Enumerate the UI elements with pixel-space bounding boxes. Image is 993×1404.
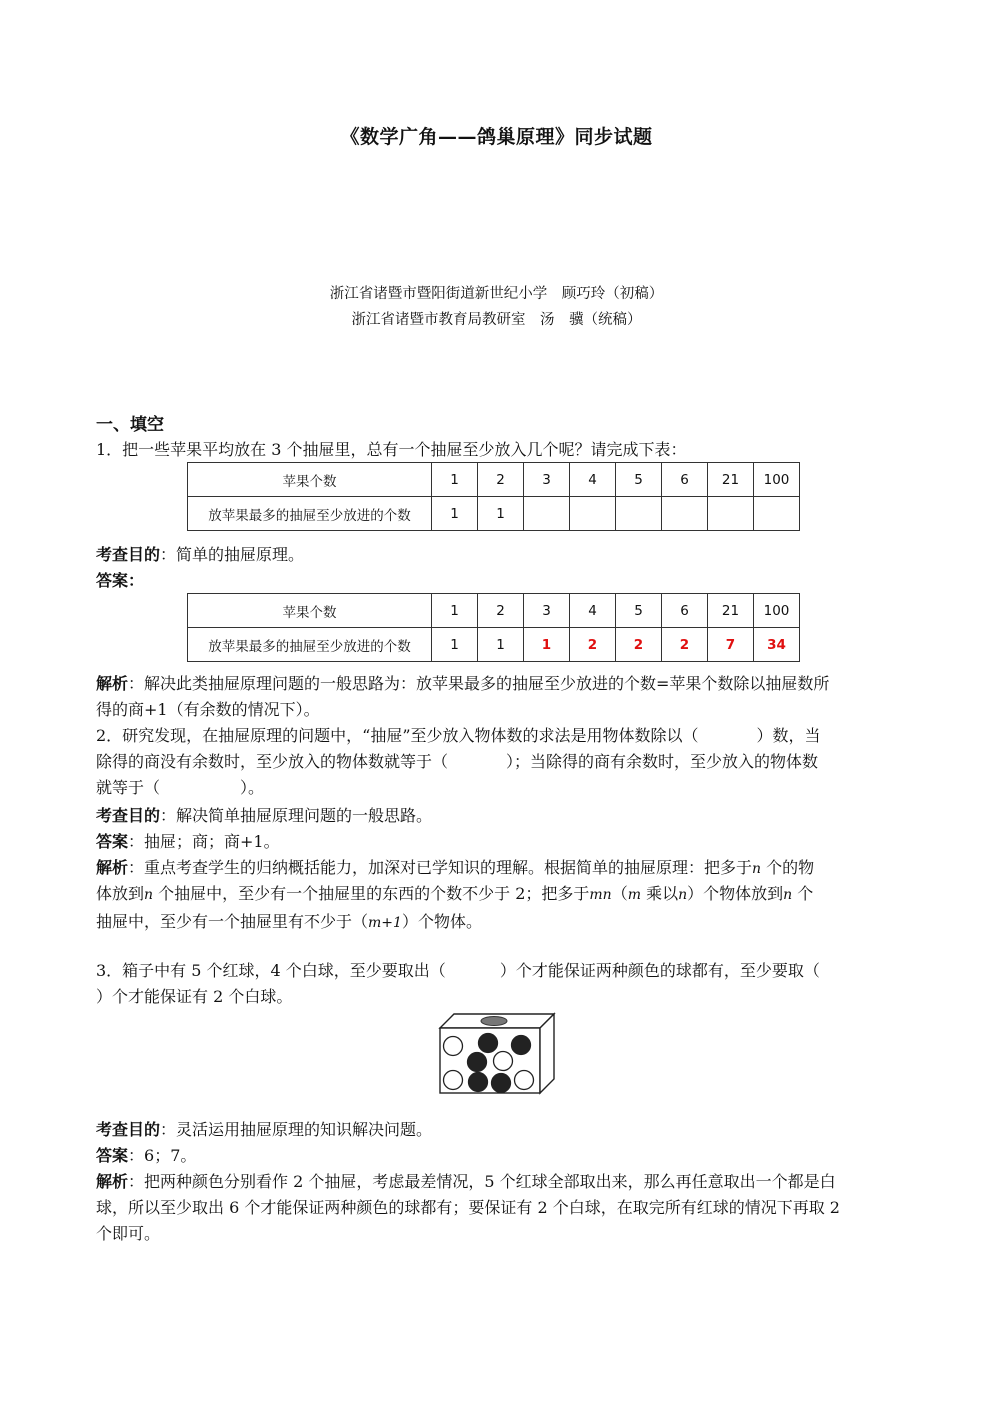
text: ：重点考查学生的归纳概括能力，加深对已学知识的理解。根据简单的抽屉原理：把多于	[128, 858, 753, 877]
math-var: n	[678, 887, 688, 903]
table-cell: 苹果个数	[188, 594, 432, 628]
text: ：6；7。	[128, 1146, 197, 1165]
q2-analysis-line-3	[96, 909, 896, 936]
text: 除得的商没有余数时，至少放入的物体数就等于（	[96, 752, 449, 771]
q2-answer	[96, 829, 896, 855]
text: 个的物	[761, 858, 815, 877]
box-side	[540, 1014, 554, 1093]
table-cell: 1	[478, 497, 524, 531]
table-cell: 2	[478, 463, 524, 497]
label: 考查目的	[96, 806, 161, 825]
label: 考查目的	[96, 545, 161, 564]
question-2-line-1	[96, 723, 896, 749]
table-row	[188, 628, 800, 662]
table-cell: 21	[708, 463, 754, 497]
table-cell: 苹果个数	[188, 463, 432, 497]
q1-answer-label: 答案：	[96, 571, 145, 590]
math-var: m	[627, 887, 641, 903]
text: ）个物体放到	[687, 884, 784, 903]
answer-cell: 2	[616, 628, 662, 662]
black-ball	[468, 1053, 487, 1072]
table-cell: 3	[524, 594, 570, 628]
table-cell: 放苹果最多的抽屉至少放进的个数	[188, 628, 432, 662]
box-opening	[481, 1017, 507, 1026]
text: ：简单的抽屉原理。	[160, 545, 305, 564]
text: ）数，当	[756, 726, 821, 745]
blank-cell[interactable]	[524, 497, 570, 531]
text: 乘以	[641, 884, 679, 903]
answer-cell: 2	[570, 628, 616, 662]
text: 2．研究发现，在抽屉原理的问题中，“抽屉”至少放入物体数的求法是用物体数除以（	[96, 726, 699, 745]
table-cell: 1	[432, 497, 478, 531]
blank-cell[interactable]	[662, 497, 708, 531]
q2-analysis-line-1	[96, 855, 896, 882]
label: 考查目的	[96, 1120, 161, 1139]
text: ）。	[240, 778, 265, 797]
table-cell: 放苹果最多的抽屉至少放进的个数	[188, 497, 432, 531]
table-cell: 6	[662, 594, 708, 628]
black-ball	[469, 1073, 488, 1092]
table-row	[188, 594, 800, 628]
white-ball	[444, 1037, 463, 1056]
q1-analysis-line-1	[96, 671, 896, 697]
q3-analysis-line-3: 个即可。	[96, 1224, 161, 1243]
q1-analysis-line-2: 得的商+1（有余数的情况下）。	[96, 700, 320, 719]
q3-purpose	[96, 1117, 896, 1143]
table-cell: 100	[754, 594, 800, 628]
blank-cell[interactable]	[570, 497, 616, 531]
table-cell: 2	[478, 594, 524, 628]
table-cell: 1	[432, 628, 478, 662]
q3-answer	[96, 1143, 896, 1169]
text: ：抽屉；商；商+1。	[128, 832, 280, 851]
q3-analysis-line-1	[96, 1169, 896, 1195]
label: 答案	[96, 832, 129, 851]
question-table	[187, 462, 800, 531]
math-var: n	[752, 861, 762, 877]
table-row	[188, 497, 800, 531]
q2-analysis-line-2	[96, 881, 896, 908]
text: ：解决简单抽屉原理问题的一般思路。	[160, 806, 433, 825]
answer-cell: 7	[708, 628, 754, 662]
author-line-1: 浙江省诸暨市暨阳街道新世纪小学 顾巧玲（初稿）	[329, 286, 664, 302]
text: ）个物体。	[401, 912, 482, 931]
answer-table	[187, 593, 800, 662]
question-3-line-2: ）个才能保证有 2 个白球。	[96, 987, 293, 1006]
table-cell: 5	[616, 594, 662, 628]
label: 解析	[96, 858, 129, 877]
text: ：灵活运用抽屉原理的知识解决问题。	[160, 1120, 433, 1139]
q1-purpose	[96, 542, 896, 568]
text: 抽屉中，至少有一个抽屉里有不少于（	[96, 912, 369, 931]
math-var: n	[144, 887, 154, 903]
question-3-line-1	[96, 958, 896, 984]
white-ball	[515, 1071, 534, 1090]
math-var: n	[783, 887, 793, 903]
section-heading: 一、填空	[96, 415, 164, 435]
black-ball	[479, 1034, 498, 1053]
blank-cell[interactable]	[616, 497, 662, 531]
question-1: 1．把一些苹果平均放在 3 个抽屉里，总有一个抽屉至少放入几个呢？请完成下表：	[96, 440, 687, 459]
text: 个抽屉中，至少有一个抽屉里的东西的个数不少于 2；把多于	[153, 884, 590, 903]
table-cell: 3	[524, 463, 570, 497]
table-cell: 1	[432, 463, 478, 497]
text: ：把两种颜色分别看作 2 个抽屉，考虑最差情况，5 个红球全部取出来，那么再任意取出一个都是白	[128, 1172, 836, 1191]
black-ball	[492, 1074, 511, 1093]
table-cell: 6	[662, 463, 708, 497]
table-cell: 5	[616, 463, 662, 497]
blank-cell[interactable]	[754, 497, 800, 531]
label: 答案	[96, 1146, 129, 1165]
table-cell: 21	[708, 594, 754, 628]
text: 3．箱子中有 5 个红球，4 个白球，至少要取出（	[96, 961, 446, 980]
answer-cell: 2	[662, 628, 708, 662]
text: 个	[792, 884, 814, 903]
black-ball	[512, 1036, 531, 1055]
label: 解析	[96, 674, 129, 693]
text: ）；当除得的商有余数时，至少放入的物体数	[506, 752, 819, 771]
text: 体放到	[96, 884, 145, 903]
table-cell: 100	[754, 463, 800, 497]
math-var: m+1	[368, 915, 402, 931]
ball-box-illustration	[436, 1010, 558, 1096]
question-2-line-3	[96, 775, 896, 801]
text: ）个才能保证两种颜色的球都有，至少要取（	[499, 961, 820, 980]
table-cell: 1	[432, 594, 478, 628]
q2-purpose	[96, 803, 896, 829]
text: 就等于（	[96, 778, 161, 797]
label: 解析	[96, 1172, 129, 1191]
document-title: 《数学广角——鸽巢原理》同步试题	[340, 126, 653, 148]
answer-cell: 1	[524, 628, 570, 662]
white-ball	[494, 1052, 513, 1071]
author-line-2: 浙江省诸暨市教育局教研室 汤 骥（统稿）	[351, 312, 642, 328]
table-cell: 1	[478, 628, 524, 662]
text: ：解决此类抽屉原理问题的一般思路为：放苹果最多的抽屉至少放进的个数=苹果个数除以抽屉数所	[128, 674, 830, 693]
table-row	[188, 463, 800, 497]
blank-cell[interactable]	[708, 497, 754, 531]
white-ball	[444, 1071, 463, 1090]
text: （	[611, 884, 628, 903]
table-cell: 4	[570, 463, 616, 497]
answer-cell: 34	[754, 628, 800, 662]
table-cell: 4	[570, 594, 616, 628]
math-var: mn	[589, 887, 612, 903]
question-2-line-2	[96, 749, 896, 775]
q3-analysis-line-2: 球，所以至少取出 6 个才能保证两种颜色的球都有；要保证有 2 个白球，在取完所有红球的情况下再取 2	[96, 1198, 840, 1217]
